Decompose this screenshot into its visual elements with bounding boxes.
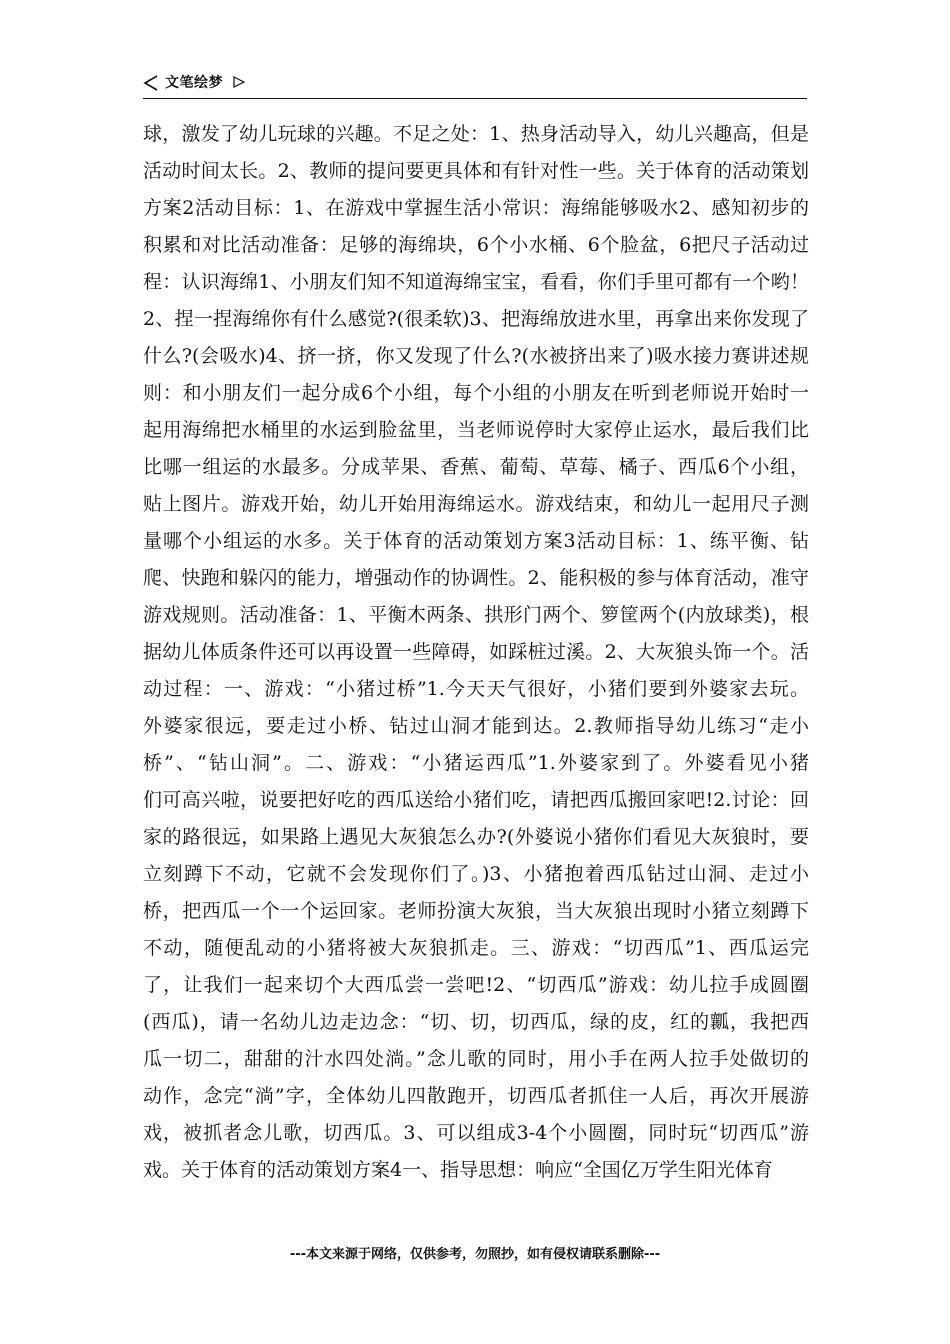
text-line: 家的路很远，如果路上遇见大灰狼怎么办?(外婆说小猪你们看见大灰狼时，要: [143, 826, 809, 848]
text-line: 活动时间太长。2、教师的提问要更具体和有针对性一些。关于体育的活动策划: [143, 160, 809, 182]
text-line: (西瓜)，请一名幼儿边走边念：“切、切，切西瓜，绿的皮，红的瓤，我把西: [143, 1011, 809, 1033]
text-line: 立刻蹲下不动，它就不会发现你们了。)3、小猪抱着西瓜钻过山洞、走过小: [143, 863, 809, 885]
text-line: 们可高兴啦，说要把好吃的西瓜送给小猪们吃，请把西瓜搬回家吧!2.讨论：回: [143, 789, 809, 811]
text-line: 比哪一组运的水最多。分成苹果、香蕉、葡萄、草莓、橘子、西瓜6个小组，: [143, 456, 809, 478]
text-line: 戏，被抓者念儿歌，切西瓜。3、可以组成3-4个小圆圈，同时玩“切西瓜”游: [143, 1122, 809, 1144]
text-line: 贴上图片。游戏开始，幼儿开始用海绵运水。游戏结束，和幼儿一起用尺子测: [143, 493, 809, 515]
text-line: 据幼儿体质条件还可以再设置一些障碍，如踩桩过溪。2、大灰狼头饰一个。活: [143, 641, 809, 663]
text-line: 球，激发了幼儿玩球的兴趣。不足之处：1、热身活动导入，幼儿兴趣高，但是: [143, 123, 809, 145]
text-line: 程：认识海绵1、小朋友们知不知道海绵宝宝，看看，你们手里可都有一个哟！: [143, 271, 809, 293]
footer-notice: ---本文来源于网络，仅供参考，勿照抄，如有侵权请联系删除---: [289, 1247, 661, 1262]
text-line: 爬、快跑和躲闪的能力，增强动作的协调性。2、能积极的参与体育活动，准守: [143, 567, 809, 589]
text-line: 起用海绵把水桶里的水运到脸盆里，当老师说停时大家停止运水，最后我们比: [143, 419, 809, 441]
text-line: 则：和小朋友们一起分成6个小组，每个小组的小朋友在听到老师说开始时一: [143, 382, 809, 404]
text-line: 外婆家很远，要走过小桥、钻过山洞才能到达。2.教师指导幼儿练习“走小: [143, 715, 809, 737]
right-triangle-icon: [233, 76, 245, 88]
page-header: [143, 72, 807, 99]
text-line: 2、捏一捏海绵你有什么感觉?(很柔软)3、把海绵放进水里，再拿出来你发现了: [143, 308, 809, 330]
text-line: 动过程：一、游戏：“小猪过桥”1.今天天气很好，小猪们要到外婆家去玩。: [143, 678, 809, 700]
header-title: 文笔绘梦: [165, 75, 223, 91]
text-line: 什么?(会吸水)4、挤一挤，你又发现了什么?(水被挤出来了)吸水接力赛讲述规: [143, 345, 809, 367]
document-body: [143, 116, 809, 1189]
text-line: 桥，把西瓜一个一个运回家。老师扮演大灰狼，当大灰狼出现时小猪立刻蹲下: [143, 900, 809, 922]
text-line: 瓜一切二，甜甜的汁水四处淌。”念儿歌的同时，用小手在两人拉手处做切的: [143, 1048, 809, 1070]
text-line: 动作，念完“淌”字，全体幼儿四散跑开，切西瓜者抓住一人后，再次开展游: [143, 1085, 809, 1107]
left-triangle-icon: [143, 75, 159, 91]
text-line: 量哪个小组运的水多。关于体育的活动策划方案3活动目标：1、练平衡、钻: [143, 530, 809, 552]
text-line: 不动，随便乱动的小猪将被大灰狼抓走。三、游戏：“切西瓜”1、西瓜运完: [143, 937, 809, 959]
text-line: 桥”、“钻山洞”。二、游戏：“小猪运西瓜”1.外婆家到了。外婆看见小猪: [143, 752, 809, 774]
text-line: 了，让我们一起来切个大西瓜尝一尝吧!2、“切西瓜”游戏：幼儿拉手成圆圈: [143, 974, 809, 996]
text-line: 积累和对比活动准备：足够的海绵块，6个小水桶、6个脸盆，6把尺子活动过: [143, 234, 809, 256]
text-line: 游戏规则。活动准备：1、平衡木两条、拱形门两个、箩筐两个(内放球类)，根: [143, 604, 809, 626]
text-line: 戏。关于体育的活动策划方案4一、指导思想：响应“全国亿万学生阳光体育: [143, 1159, 773, 1181]
text-line: 方案2活动目标：1、在游戏中掌握生活小常识：海绵能够吸水2、感知初步的: [143, 197, 809, 219]
